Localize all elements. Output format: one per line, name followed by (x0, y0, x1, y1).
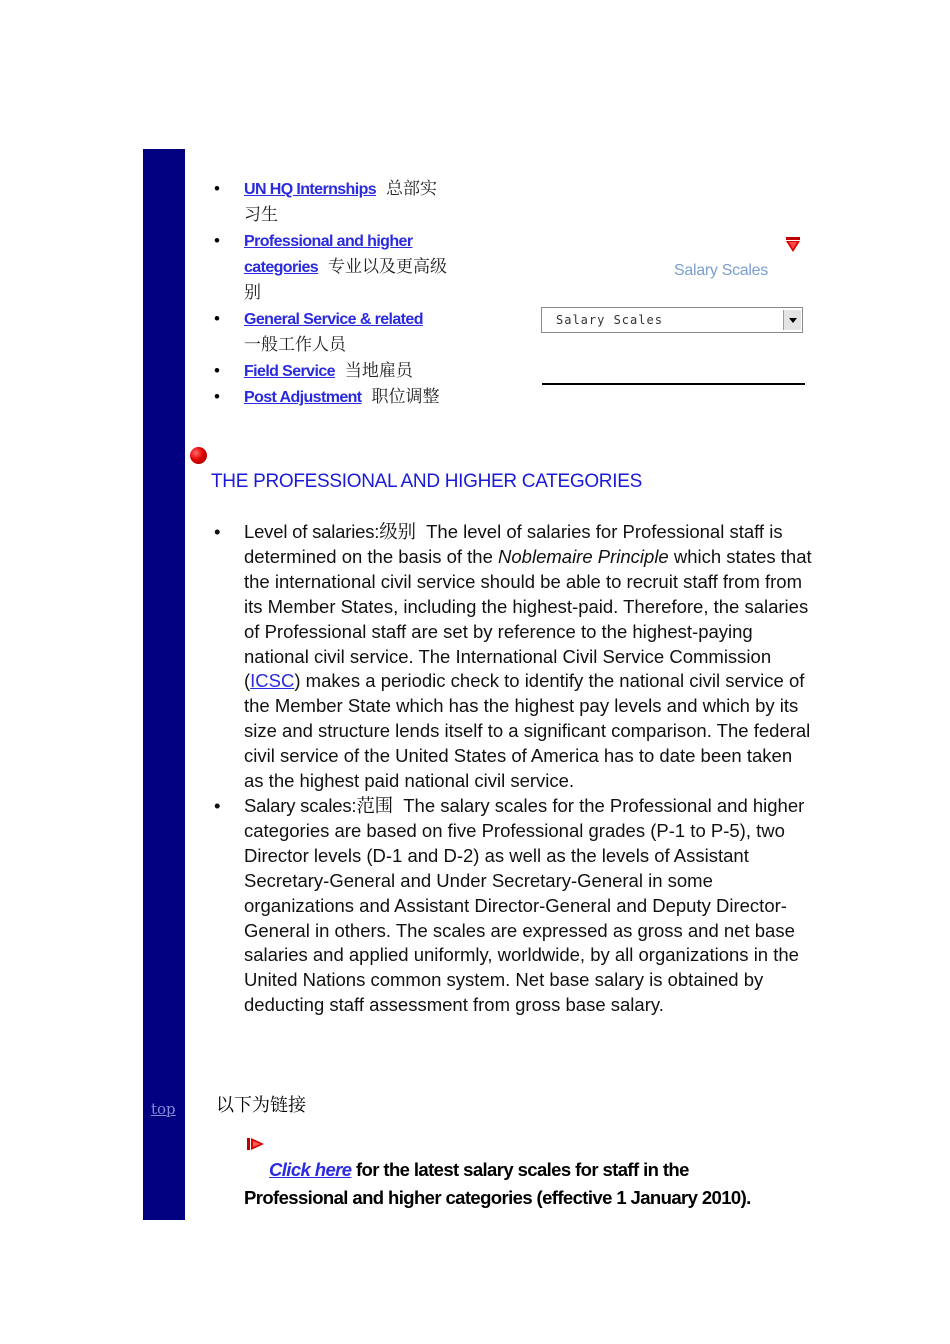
nav-link-un-hq-internships[interactable]: UN HQ Internships (244, 181, 377, 198)
noblemaire-principle-text: Noblemaire Principle (498, 545, 669, 567)
nav-item-un-hq-internships (212, 176, 452, 228)
item-text: The level of salaries for Professional staff is determined on the basis of the (244, 521, 783, 567)
item-label: Level of salaries:级别 (244, 521, 416, 542)
item-label: Salary scales:范围 (244, 794, 393, 816)
list-item-salary-scales (212, 794, 812, 1018)
nav-cn-label: 专业以及更高级别 (244, 257, 448, 303)
item-text: ) makes a periodic check to identify the national civil service of the Member State which has the highest pay levels and which by its size and structure lends itself to a significant comparison. The federal civil service of the United States of America has to date been taken as the highest paid national civil service. (244, 670, 811, 792)
links-heading: 以下为链接 (216, 1095, 306, 1116)
click-here-link[interactable]: Click here (269, 1159, 352, 1180)
nav-item-professional (212, 228, 452, 306)
nav-link-professional[interactable]: Professional and higher categories (244, 233, 413, 276)
nav-link-post-adjustment[interactable]: Post Adjustment (244, 389, 362, 406)
nav-cn-label: 职位调整 (371, 387, 440, 407)
latest-scales-line (269, 1159, 689, 1181)
down-arrow-icon[interactable] (786, 237, 800, 253)
divider (542, 383, 805, 385)
nav-link-field-service[interactable]: Field Service (244, 363, 335, 380)
item-text: which states that the international civil service should be able to recruit staff from from its Member States, including the highest-paid. Therefore, the salaries of Professional staff are set by reference to the highest-paying national civil service. The International Civil Service Commission ( (244, 545, 812, 692)
item-text: The salary scales for the Professional and higher categories are based on five Professional grades (P-1 to P-5), two Director levels (D-1 and D-2) as well as the levels of Assistant Secretary-General and Under Secretary-General in some organizations and Assistant Director-General and Deputy Director-General in others. The scales are expressed as gross and net base salaries and applied uniformly, worldwide, by all organizations in the United Nations common system. Net base salary is obtained by deducting staff assessment from gross base salary. (244, 794, 805, 1016)
section-body-list (212, 520, 812, 1018)
salary-scales-select[interactable] (541, 307, 803, 333)
latest-scales-line-2: Professional and higher categories (effective 1 January 2010). (244, 1187, 751, 1208)
nav-item-post-adjustment (212, 384, 452, 410)
nav-cn-label: 总部实习生 (244, 179, 438, 225)
latest-scales-text: for the latest salary scales for staff in the (351, 1159, 689, 1180)
category-nav-list (212, 176, 452, 410)
salary-scales-label: Salary Scales (674, 262, 768, 279)
nav-cn-label: 当地雇员 (344, 361, 413, 381)
select-value: Salary Scales (556, 313, 663, 327)
select-dropdown-icon[interactable] (783, 310, 801, 330)
list-item-level-of-salaries (212, 520, 812, 794)
left-sidebar (143, 149, 185, 1220)
red-dot-icon (190, 447, 207, 464)
nav-cn-label: 一般工作人员 (244, 335, 346, 355)
icsc-link[interactable]: ICSC (250, 670, 295, 692)
section-title: THE PROFESSIONAL AND HIGHER CATEGORIES (211, 471, 642, 492)
top-link[interactable]: top (151, 1100, 176, 1118)
nav-item-general-service (212, 306, 452, 358)
nav-item-field-service (212, 358, 452, 384)
right-arrow-icon (247, 1136, 265, 1152)
nav-link-general-service[interactable]: General Service & related (244, 311, 423, 328)
